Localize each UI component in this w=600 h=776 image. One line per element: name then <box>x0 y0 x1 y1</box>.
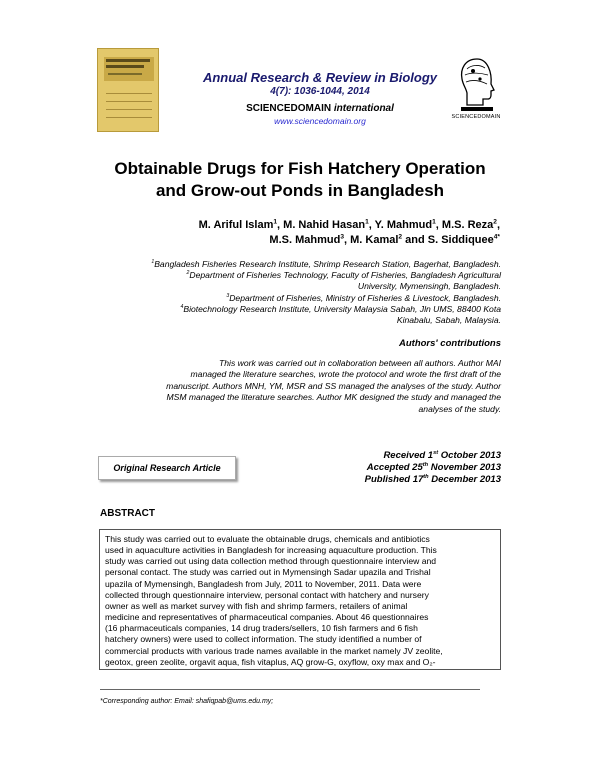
corresponding-author-footnote: *Corresponding author: Email: shafiqpab@ums.edu.my; <box>100 698 274 705</box>
journal-name: Annual Research & Review in Biology <box>202 70 438 85</box>
publisher-logo-label: SCIENCEDOMAIN <box>451 114 501 120</box>
paper-title: Obtainable Drugs for Fish Hatchery Operation and Grow-out Ponds in Bangladesh <box>114 159 486 200</box>
journal-cover-image <box>97 48 159 132</box>
contributions-text: This work was carried out in collaboration between all authors. Author MAI managed the literature searches, wrote the protocol and wrote the first draft of the manuscript. Authors MNH, YM, MSR and SS managed the analyses of the study. Author MSM managed the literature searches. Author MK designed the study and managed the analyses of the study. <box>166 358 501 414</box>
author-list: M. Ariful Islam$^1$, M. Nahid Hasan$^1$, Y. Mahmud$^1$, M.S. Reza$^2$, M.S. Mahmud$^3$, M. Kamal$^2$ and S. Siddiquee$^{4*}$ <box>198 218 500 246</box>
article-dates: Received 1st October 2013 Accepted 25th November 2013 Published 17th December 2013 <box>364 449 501 485</box>
article-type-badge: Original Research Article <box>98 456 236 480</box>
publisher-logo-icon <box>455 55 499 115</box>
abstract-box: This study was carried out to evaluate the obtainable drugs, chemicals and antibiotics used in aquaculture activities in Bangladesh for increasing aquaculture production. This study was carried out using data collection method through questionnaire interview and personal contact. The study was carried out in Mymensingh Sadar upazila and Trishal upazila of Mymensingh, Bangladesh from July, 2011 to November, 2011. Data were collected through questionnaire interview, personal contact with hatchery and nursery owner as well as market survey with fish and shrimp farmers, retailers of animal medicine and representatives of pharmaceutical companies. About 46 questionnaires (16 pharmaceuticals companies, 14 drug traders/sellers, 10 fish farmers and 6 fish hatchery owners) were used to collect information. The study identified a number of commercial products with various trade names available in the market namely JV zeolite, geotox, green zeolite, orgavit aqua, fish vitaplus, AQ grow-G, oxyflow, oxy max and O₂- <box>99 529 501 670</box>
contributions-heading: Authors' contributions <box>399 338 501 349</box>
publisher-url[interactable]: www.sciencedomain.org <box>274 116 366 126</box>
footnote-divider <box>100 689 480 690</box>
publisher-name: SCIENCEDOMAIN international <box>246 103 394 114</box>
abstract-heading: ABSTRACT <box>100 508 155 519</box>
journal-volume: 4(7): 1036-1044, 2014 <box>270 86 370 97</box>
affiliations: $^1$Bangladesh Fisheries Research Institute, Shrimp Research Station, Bagerhat, Bangladesh. $^2$Department of Fisheries Technology, Faculty of Fisheries, Bangladesh Agricultural University, Mymensingh, Bangladesh. $^3$Department of Fisheries, Ministry of Fisheries & Livestock, Bangladesh. $^4$Biotechnology Research Institute, University Malaysia Sabah, Jln UMS, 88400 Kota Kinabalu, Sabah, Malaysia. <box>151 259 501 326</box>
